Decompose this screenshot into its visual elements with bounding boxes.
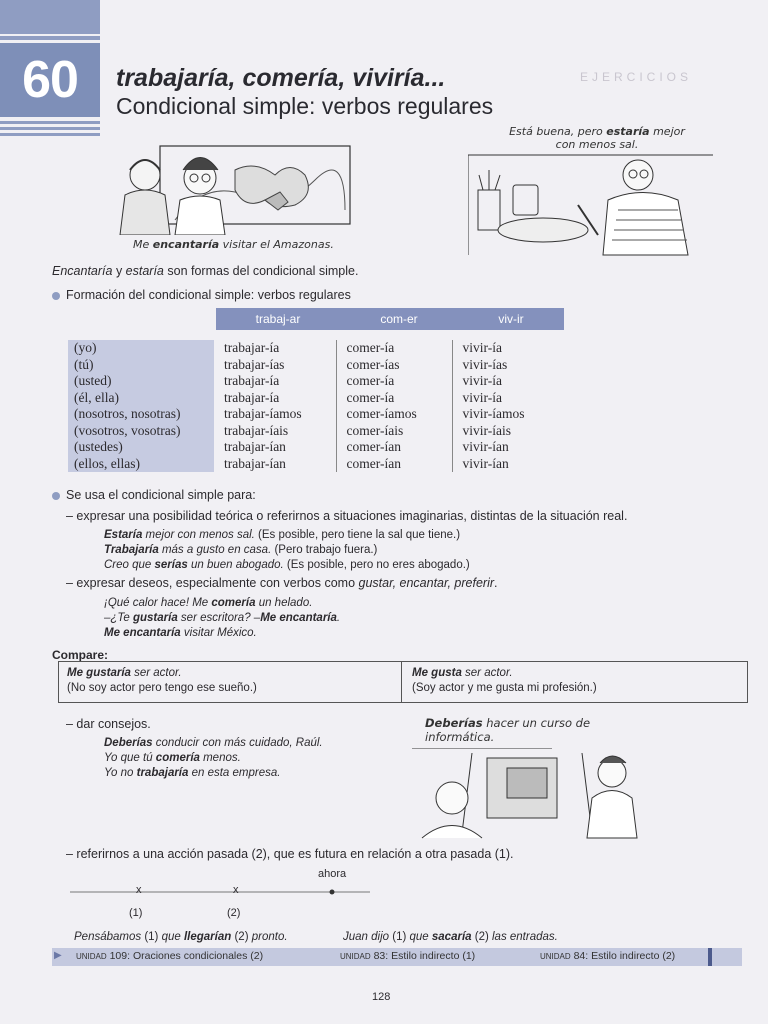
cell-ar: trabajar-ías (214, 357, 336, 374)
page-title: trabajaría, comería, viviría... (116, 64, 446, 92)
cell-ir: vivir-íamos (462, 406, 525, 422)
bullet-icon (52, 292, 60, 300)
use1-text: – expresar una posibilidad teórica o referirnos a situaciones imaginarias, distintas de la situación real. (66, 509, 628, 523)
header-ir: viv-ir (458, 308, 564, 330)
formation-heading: Formación del condicional simple: verbos regulares (52, 288, 351, 302)
illustration-amazon (115, 140, 355, 235)
use4-example-2: Juan dijo (1) que sacaría (2) las entradas. (343, 931, 558, 943)
timeline-label-1: (1) (129, 907, 143, 919)
example-line: Deberías conducir con más cuidado, Raúl. (104, 737, 323, 749)
cell-ir: vivir-ías (462, 356, 508, 372)
header-stripe-thin1 (0, 36, 100, 40)
arrow-right-icon: ▶ (54, 950, 62, 961)
header-stripe-thin3 (0, 127, 100, 130)
cell-ir: vivir-ía (462, 389, 502, 405)
ghost-header: EJERCICIOS (580, 70, 693, 84)
compare-box (58, 661, 748, 703)
cell-ir: vivir-íais (462, 422, 511, 438)
example-line: Me encantaría visitar México. (104, 627, 257, 639)
cell-er: comer-ían (336, 456, 452, 473)
cell-ir: vivir-ía (462, 373, 502, 389)
cell-ar: trabajar-ían (214, 456, 336, 473)
xref-unit-109[interactable]: UNIDAD 109: Oraciones condicionales (2) (76, 950, 264, 962)
conjugation-table (68, 308, 564, 472)
cell-pronoun: (vosotros, vosotras) (68, 423, 214, 440)
cell-pronoun: (ellos, ellas) (68, 456, 214, 473)
header-stripe-thin2 (0, 121, 100, 124)
cell-er: comer-ía (336, 340, 452, 357)
cell-pronoun: (él, ella) (68, 390, 214, 407)
header-er: com-er (340, 308, 458, 330)
header-stripe-thin4 (0, 133, 100, 136)
table-row (68, 456, 556, 473)
cell-pronoun: (usted) (68, 373, 214, 390)
use3-examples (104, 736, 323, 781)
table-row (68, 357, 556, 374)
cell-ar: trabajar-ían (214, 439, 336, 456)
conjugation-body (68, 340, 564, 472)
timeline (70, 868, 400, 923)
example-line: Estaría mejor con menos sal. (Es posible, pero tiene la sal que tiene.) (104, 529, 461, 541)
footer-end-mark (708, 948, 712, 966)
table-row (68, 373, 556, 390)
compare-left: Me gustaría ser actor. (No soy actor pero tengo ese sueño.) (59, 662, 402, 702)
table-row (68, 340, 556, 357)
xref-unit-84[interactable]: UNIDAD 84: Estilo indirecto (2) (540, 950, 676, 962)
illustration-cook (468, 150, 718, 260)
cell-er: comer-íais (336, 423, 452, 440)
example-line: Creo que serías un buen abogado. (Es posible, pero no eres abogado.) (104, 559, 470, 571)
page-number: 128 (372, 991, 391, 1003)
cell-ar: trabajar-íamos (214, 406, 336, 423)
page-subtitle: Condicional simple: verbos regulares (116, 93, 494, 119)
use2-examples (104, 596, 340, 641)
compare-label: Compare: (52, 648, 109, 662)
unit-number: 60 (0, 43, 100, 117)
use2-text: – expresar deseos, especialmente con verbos como gustar, encantar, preferir. (66, 576, 498, 590)
cell-pronoun: (ustedes) (68, 439, 214, 456)
table-row (68, 390, 556, 407)
use4-example-1: Pensábamos (1) que llegarían (2) pronto. (74, 931, 288, 943)
compare-right: Me gusta ser actor. (Soy actor y me gusta mi profesión.) (412, 667, 597, 694)
cell-ir: vivir-ían (462, 439, 509, 455)
cell-er: comer-ía (336, 390, 452, 407)
cell-er: comer-íamos (336, 406, 452, 423)
cell-pronoun: (yo) (68, 340, 214, 357)
example-line: Yo no trabajaría en esta empresa. (104, 767, 281, 779)
use1-examples (104, 528, 470, 573)
table-row (68, 439, 556, 456)
cell-ar: trabajar-ía (214, 373, 336, 390)
timeline-now-label: ahora (318, 868, 347, 880)
cross-reference-bar (52, 948, 742, 966)
cell-er: comer-ían (336, 439, 452, 456)
cell-ir: vivir-ía (462, 340, 502, 356)
example-line: Trabajaría más a gusto en casa. (Pero trabajo fuera.) (104, 544, 378, 556)
timeline-label-2: (2) (227, 907, 241, 919)
use4-text: – referirnos a una acción pasada (2), que es futura en relación a otra pasada (1). (66, 847, 514, 861)
example-line: –¿Te gustaría ser escritora? –Me encantaría. (104, 612, 341, 624)
cell-ar: trabajar-íais (214, 423, 336, 440)
cell-ar: trabajar-ía (214, 390, 336, 407)
use3-text: – dar consejos. (66, 717, 151, 731)
cell-ir: vivir-ían (462, 455, 509, 471)
caption-course: Deberías hacer un curso de informática. (425, 716, 591, 744)
conjugation-rows (68, 340, 556, 472)
cell-ar: trabajar-ía (214, 340, 336, 357)
header-ar: trabaj-ar (216, 308, 340, 330)
usage-heading: Se usa el condicional simple para: (52, 488, 256, 502)
cell-pronoun: (nosotros, nosotras) (68, 406, 214, 423)
caption-amazon: Me encantaría visitar el Amazonas. (133, 238, 334, 251)
bullet-icon (52, 492, 60, 500)
intro-text: Encantaría y estaría son formas del condicional simple. (52, 264, 359, 278)
illustration-office (412, 748, 640, 840)
caption-soup: Está buena, pero estaría mejor con menos sal. (509, 125, 685, 151)
header-stripe-top (0, 0, 100, 34)
xref-unit-83[interactable]: UNIDAD 83: Estilo indirecto (1) (340, 950, 476, 962)
timeline-marker-1: x (136, 884, 142, 896)
cell-er: comer-ía (336, 373, 452, 390)
table-row (68, 406, 556, 423)
timeline-marker-2: x (233, 884, 239, 896)
cell-pronoun: (tú) (68, 357, 214, 374)
example-line: Yo que tú comería menos. (104, 752, 241, 764)
table-row (68, 423, 556, 440)
cell-er: comer-ías (336, 357, 452, 374)
example-line: ¡Qué calor hace! Me comería un helado. (104, 597, 313, 609)
